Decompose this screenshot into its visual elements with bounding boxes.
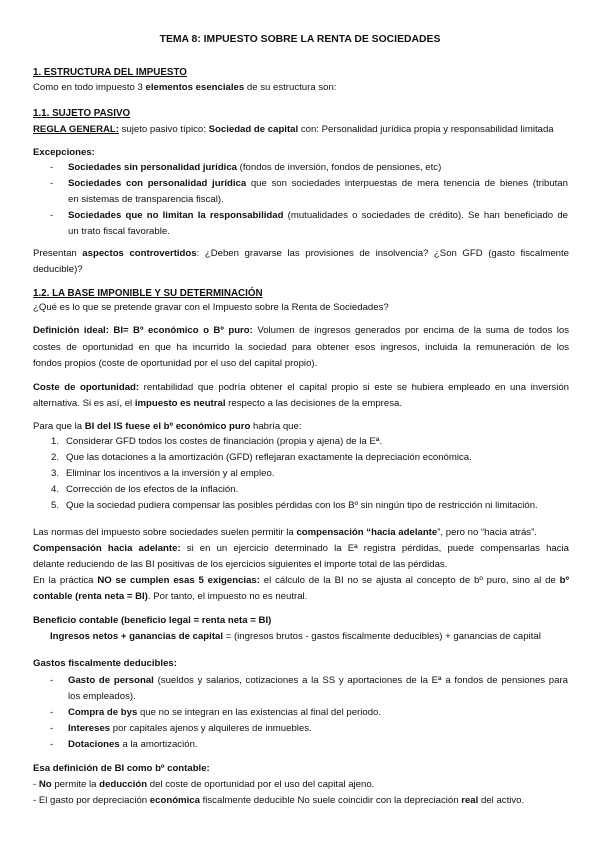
excepcion-item <box>68 162 441 174</box>
text-run: permite la <box>51 779 100 790</box>
dash-bullet: - <box>50 675 54 686</box>
dash-bullet: - <box>50 210 54 221</box>
bold-run: económica <box>149 795 200 806</box>
bold-run: deducción <box>99 779 148 790</box>
beneficio-contable-heading: Beneficio contable (beneficio legal = renta neta = BI) <box>33 615 272 626</box>
bold-run: Sociedades que no limitan la responsabilidad <box>68 210 284 221</box>
step-number: 4. <box>51 484 60 495</box>
coste-oportunidad-l2 <box>33 398 402 410</box>
text-run: (fondos de inversión, fondos de pensiones, etc) <box>237 162 442 173</box>
text-run: Para que la <box>33 421 85 432</box>
compensacion-adelante <box>33 543 569 555</box>
text-run: fiscalmente deducible No suele coincidir con la depreciación <box>199 795 462 806</box>
step-item: Corrección de los efectos de la inflación. <box>66 484 239 495</box>
text-run: respecto a las decisiones de la empresa. <box>225 398 403 409</box>
excepcion-item <box>68 210 568 222</box>
condiciones-intro <box>33 421 302 433</box>
beneficio-contable-formula <box>50 631 541 643</box>
bold-run: Dotaciones <box>68 739 120 750</box>
text-run: (sueldos y salarios, cotizaciones a la SS y aportaciones de la Eª a fondos de pensiones para <box>153 675 569 686</box>
step-item: Considerar GFD todos los costes de financiación (propia y ajena) de la Eª. <box>66 436 383 447</box>
section-1-intro <box>33 82 336 94</box>
text-run: Las normas del impuesto sobre sociedades suelen permitir la <box>33 527 297 538</box>
bold-run: Compensación hacia adelante: <box>33 543 181 554</box>
text-run: del activo. <box>478 795 525 806</box>
excepcion-item-cont: en sistemas de transparencia fiscal). <box>68 194 224 205</box>
text-run: que no se integran en las existencias al final del periodo. <box>137 707 382 718</box>
excepcion-item-cont: un trato fiscal favorable. <box>68 226 170 237</box>
bold-run: elementos esenciales <box>145 82 245 93</box>
section-1-2-heading: 1.2. LA BASE IMPONIBLE Y SU DETERMINACIÓN <box>33 288 263 299</box>
bold-run: Gasto de personal <box>68 675 154 686</box>
excepcion-item <box>68 178 568 190</box>
dash-bullet: - <box>50 178 54 189</box>
bold-run: bº <box>559 575 569 586</box>
gfd-item <box>68 675 568 687</box>
text-run: : ¿Deben gravarse las provisiones de insolvencia? ¿Son GFD (gasto fiscalmente <box>196 248 569 259</box>
bold-run: Compra de bys <box>68 707 138 718</box>
bold-run: impuesto es neutral <box>134 398 226 409</box>
coste-oportunidad <box>33 382 569 394</box>
gfd-item <box>68 739 198 751</box>
dash-bullet: - <box>50 723 54 734</box>
bold-run: hacia adelante <box>371 527 438 538</box>
text-run: ”, pero no “hacia atrás”. <box>437 527 537 538</box>
text-run: Presentan <box>33 248 83 259</box>
aspectos-controvertidos-cont: deducible)? <box>33 264 83 275</box>
dash-bullet: - <box>50 739 54 750</box>
bold-run: BI del IS fuese el bº económico puro <box>84 421 251 432</box>
step-number: 5. <box>51 500 60 511</box>
bold-run: Coste de oportunidad: <box>33 382 140 393</box>
text-run: a la amortización. <box>119 739 198 750</box>
text-run: alternativa. Si es así, el <box>33 398 135 409</box>
aspectos-controvertidos <box>33 248 569 260</box>
bold-run: Sociedades sin personalidad jurídica <box>68 162 238 173</box>
definicion-ideal <box>33 325 569 337</box>
normas-compensacion <box>33 527 537 539</box>
excepciones-heading: Excepciones: <box>33 147 95 158</box>
en-la-practica-l2 <box>33 591 307 603</box>
step-number: 2. <box>51 452 60 463</box>
compensacion-adelante-l2: delante reduciendo de las BI positivas de los ejercicios siguientes el importe total de las pérdidas. <box>33 559 448 570</box>
text-run: habría que: <box>250 421 302 432</box>
bold-run: real <box>461 795 479 806</box>
bold-run: No <box>38 779 52 790</box>
bold-run: Ingresos netos + ganancias de capital <box>50 631 224 642</box>
definicion-ideal-l2: costes de oportunidad en que ha incurrido la sociedad para obtener esos ingresos, incluida la remuneración de los <box>33 342 569 353</box>
section-1-1-heading: 1.1. SUJETO PASIVO <box>33 108 131 119</box>
text-run: sujeto pasivo típico: <box>119 124 209 135</box>
step-number: 1. <box>51 436 60 447</box>
definicion-ideal-l3: fondos propios (coste de oportunidad por el uso del capital propio). <box>33 358 318 369</box>
step-number: 3. <box>51 468 60 479</box>
gfd-item <box>68 723 312 735</box>
text-run: - El gasto por depreciación <box>33 795 150 806</box>
text-run: de su estructura son: <box>244 82 337 93</box>
text-run: = (ingresos brutos - gastos fiscalmente deducibles) + ganancias de capital <box>223 631 541 642</box>
dash-bullet: - <box>50 162 54 173</box>
text-run: - <box>33 779 39 790</box>
text-run: Como en todo impuesto 3 <box>33 82 146 93</box>
bold-run: compensación <box>296 527 364 538</box>
bold-run: Intereses <box>68 723 111 734</box>
bold-run: “ <box>363 527 372 538</box>
text-run: . Por tanto, el impuesto no es neutral. <box>147 591 308 602</box>
gfd-heading: Gastos fiscalmente deducibles: <box>33 658 177 669</box>
bold-run: NO se cumplen esas 5 exigencias: <box>97 575 260 586</box>
bold-run: Sociedad de capital <box>208 124 299 135</box>
step-item: Que las dotaciones a la amortización (GFD) reflejaran exactamente la depreciación económica. <box>66 452 472 463</box>
section-1-heading: 1. ESTRUCTURA DEL IMPUESTO <box>33 67 187 78</box>
text-run: En la práctica <box>33 575 98 586</box>
en-la-practica <box>33 575 569 587</box>
definicion-bi-l2 <box>33 795 524 807</box>
bold-run: aspectos controvertidos <box>82 248 197 259</box>
gfd-item-cont: los empleados). <box>68 691 136 702</box>
text-run: el cálculo de la BI no se ajusta al concepto de bº puro, sino al de <box>259 575 560 586</box>
text-run: del coste de oportunidad por el uso del capital ajeno. <box>147 779 375 790</box>
document-title: TEMA 8: IMPUESTO SOBRE LA RENTA DE SOCIEDADES <box>159 34 441 45</box>
text-run: por capitales ajenos y alquileres de inmuebles. <box>110 723 312 734</box>
text-run: (mutualidades o sociedades de crédito). Se han beneficiado de <box>283 210 568 221</box>
section-1-2-question: ¿Qué es lo que se pretende gravar con el Impuesto sobre la Renta de Sociedades? <box>33 302 389 313</box>
bold-run: Sociedades con personalidad jurídica <box>68 178 247 189</box>
gfd-item <box>68 707 381 719</box>
text-run: Volumen de ingresos generados por encima de la suma de todos los <box>252 325 569 336</box>
step-item: Que la sociedad pudiera compensar las posibles pérdidas con los Bº sin ningún tipo de restricción ni limitación. <box>66 500 538 511</box>
bold-run: Definición ideal: BI= Bº económico o Bº puro: <box>33 325 253 336</box>
dash-bullet: - <box>50 707 54 718</box>
regla-general <box>33 124 554 136</box>
text-run: rentabilidad que podría obtener el capital propio si este se hubiera empleado en una inversión <box>139 382 570 393</box>
bold-run: contable (renta neta = BI) <box>33 591 148 602</box>
bold-run: REGLA GENERAL: <box>33 124 119 135</box>
definicion-bi-heading: Esa definición de BI como bº contable: <box>33 763 210 774</box>
text-run: si en un ejercicio determinado la Eª registra pérdidas, puede compensarlas hacia <box>180 543 569 554</box>
text-run: con: Personalidad jurídica propia y responsabilidad limitada <box>298 124 554 135</box>
step-item: Eliminar los incentivos a la inversión y al empleo. <box>66 468 275 479</box>
definicion-bi-l1 <box>33 779 374 791</box>
text-run: que son sociedades interpuestas de mera tenencia de bienes (tributan <box>246 178 568 189</box>
